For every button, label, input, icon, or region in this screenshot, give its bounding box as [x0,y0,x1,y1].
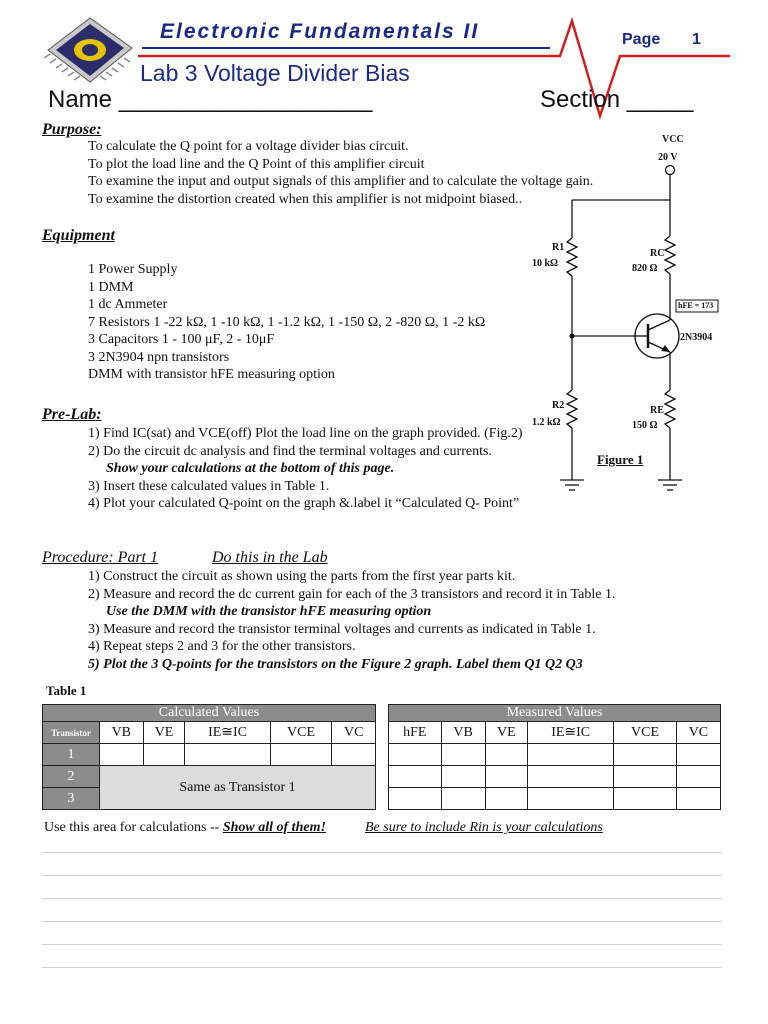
writing-line [42,852,722,853]
cell[interactable] [676,766,720,788]
equipment-item: 3 2N3904 npn transistors [88,349,230,365]
procedure-step-1: 1) Construct the circuit as shown using the parts from the first year parts kit. [88,569,516,584]
cell[interactable] [389,744,442,766]
col-vc: VC [332,722,376,744]
purpose-line: To examine the input and output signals of this amplifier and to calculate the voltage gain. [88,174,594,189]
prelab-step-2: 2) Do the circuit dc analysis and find the terminal voltages and currents. [88,443,492,459]
equipment-item: 1 Power Supply [88,262,178,277]
prelab-heading: Pre-Lab: [42,406,102,423]
equipment-item: 1 dc Ammeter [88,297,168,312]
lab-title: Lab 3 Voltage Divider Bias [140,60,410,86]
cell[interactable] [185,744,270,766]
r1-label: R1 [552,242,565,253]
procedure-step-4: 4) Repeat steps 2 and 3 for the other transistors. [88,639,356,654]
name-field: Name ___________________ [48,86,373,113]
cell[interactable] [614,788,677,810]
equipment-item: DMM with transistor hFE measuring option [88,367,335,382]
cell[interactable] [389,788,442,810]
cell[interactable] [441,766,485,788]
cell[interactable] [441,744,485,766]
transistor-header: Transistor [43,722,100,744]
writing-line [42,967,722,968]
procedure-step-2-note: Use the DMM with the transistor hFE measuring option [106,604,432,619]
rin-note: Be sure to include Rin is your calculations [365,820,603,835]
purpose-list [88,138,593,208]
purpose-line: To plot the load line and the Q Point of this amplifier circuit [88,156,425,172]
procedure-part: Part 1 [117,549,159,566]
row-3-label: 3 [43,788,100,810]
calculated-values-table [42,704,376,810]
col-vce: VCE [270,722,332,744]
hfe-value: hFE = 173 [678,301,714,310]
col-ve: VE [143,722,185,744]
vcc-label: VCC [662,134,684,145]
rc-label: RC [650,248,665,259]
col-hfe: hFE [389,722,442,744]
cell[interactable] [614,744,677,766]
col-vc: VC [676,722,720,744]
measured-values-title: Measured Values [389,705,721,722]
prelab-step-4: 4) Plot your calculated Q-point on the graph &.label it “Calculated Q- Point” [88,496,520,511]
prelab-step-2-note: Show your calculations at the bottom of this page. [106,461,395,476]
prelab-steps [88,425,523,513]
cell[interactable] [528,788,614,810]
measured-values-table [388,704,721,810]
course-title: Electronic Fundamentals II [160,20,480,43]
cell[interactable] [270,744,332,766]
cell[interactable] [485,744,527,766]
col-ve: VE [485,722,527,744]
purpose-line: To examine the distortion created when this amplifier is not midpoint biased.. [88,191,523,207]
r1-value: 10 kΩ [532,258,559,269]
same-as-transistor-1: Same as Transistor 1 [100,766,376,810]
transistor-label: 2N3904 [680,332,713,343]
purpose-heading: Purpose: [42,121,102,138]
cell[interactable] [676,788,720,810]
calculated-values-title: Calculated Values [43,705,376,722]
cell[interactable] [143,744,185,766]
instruction-text: Use this area for calculations -- [44,820,223,835]
col-vb: VB [441,722,485,744]
row-2-label: 2 [43,766,100,788]
writing-line [42,875,722,876]
writing-line [42,944,722,945]
procedure-title: Procedure [42,549,109,566]
prelab-step-3: 3) Insert these calculated values in Table 1. [88,478,330,494]
procedure-steps [88,568,615,673]
cell[interactable] [614,766,677,788]
prelab-step-1: 1) Find IC(sat) and VCE(off) Plot the load line on the graph provided. (Fig.2) [88,426,523,441]
row-1-label: 1 [43,744,100,766]
procedure-step-2: 2) Measure and record the dc current gain for each of the 3 transistors and record it in Table 1. [88,586,616,602]
show-all-note: Show all of them! [222,820,326,835]
equipment-item: 7 Resistors 1 -22 kΩ, 1 -10 kΩ, 1 -1.2 kΩ, 1 -150 Ω, 2 -820 Ω, 1 -2 kΩ [88,314,486,330]
procedure-step-3: 3) Measure and record the transistor terminal voltages and currents as indicated in Table 1. [88,621,596,637]
circuit-diagram [520,128,730,508]
procedure-heading: Procedure: Part 1 [42,549,159,566]
writing-line [42,921,722,922]
cell[interactable] [676,744,720,766]
procedure-step-5: 5) Plot the 3 Q-points for the transistors on the Figure 2 graph. Label them Q1 Q2 Q3 [88,656,583,672]
cell[interactable] [485,788,527,810]
figure-1-caption: Figure 1 [597,452,644,467]
calculations-instruction [44,819,326,837]
chip-logo [40,10,140,90]
cell[interactable] [100,744,144,766]
re-label: RE [650,405,664,416]
col-ie-ic: IE≅IC [528,722,614,744]
equipment-item: 3 Capacitors 1 - 100 μF, 2 - 10μF [88,332,275,347]
equipment-item: 1 DMM [88,279,134,295]
col-ie-ic: IE≅IC [185,722,270,744]
vcc-value: 20 V [658,152,678,163]
page-number: 1 [692,31,701,48]
cell[interactable] [389,766,442,788]
cell[interactable] [485,766,527,788]
rc-value: 820 Ω [632,263,658,274]
equipment-list [88,261,485,384]
cell[interactable] [528,744,614,766]
purpose-line: To calculate the Q point for a voltage divider bias circuit. [88,139,409,154]
cell[interactable] [332,744,376,766]
page-label: Page [622,31,661,48]
re-value: 150 Ω [632,420,658,431]
section-field: Section _____ [540,86,694,113]
col-vb: VB [100,722,144,744]
cell[interactable] [441,788,485,810]
col-vce: VCE [614,722,677,744]
cell[interactable] [528,766,614,788]
table-1-label: Table 1 [46,683,87,698]
equipment-heading: Equipment [42,227,115,244]
r2-value: 1.2 kΩ [532,417,561,428]
writing-line [42,898,722,899]
procedure-subtitle: Do this in the Lab [212,549,328,566]
r2-label: R2 [552,400,565,411]
